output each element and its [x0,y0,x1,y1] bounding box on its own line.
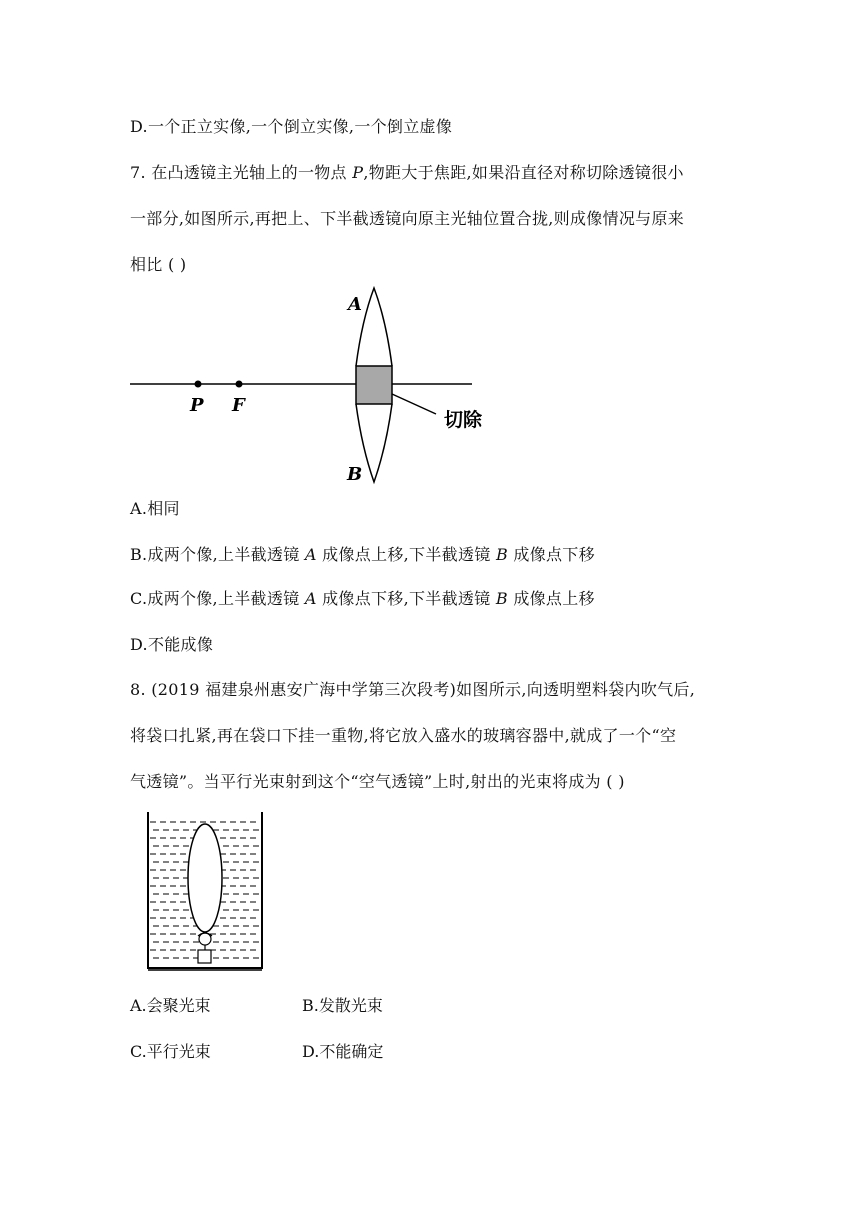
q8-stem-line-3: 气透镜”。当平行光束射到这个“空气透镜”上时,射出的光束将成为 ( ) [130,772,625,791]
q8-option-c: C.平行光束 [130,1042,211,1061]
bag-knot [199,933,211,945]
q6-option-d: D.一个正立实像,一个倒立实像,一个倒立虚像 [130,117,453,136]
q7-option-c-lens-a: A [304,589,317,608]
q7-point-p-symbol: P [352,163,364,182]
weight [198,950,211,963]
q8-stem-line-1: 8. (2019 福建泉州惠安广海中学第三次段考)如图所示,向透明塑料袋内吹气后, [130,680,696,699]
q8-option-b: B.发散光束 [302,996,383,1015]
q8-stem-line-2: 将袋口扎紧,再在袋口下挂一重物,将它放入盛水的玻璃容器中,就成了一个“空 [130,726,677,745]
label-p: P [190,395,204,416]
point-f-dot [236,381,243,388]
q7-stem-line-3: 相比 ( ) [130,255,187,274]
q7-lens-figure [120,280,500,490]
air-bag [188,824,222,932]
q7-option-c-lens-b: B [495,589,508,608]
q7-stem-text: ,物距大于焦距,如果沿直径对称切除透镜很小 [363,163,684,182]
label-f: F [232,395,245,416]
q7-option-b-text: 成像点上移,下半截透镜 [316,545,496,564]
q8-air-lens-figure [140,808,270,976]
q7-option-b-lens-a: A [304,545,317,564]
label-cut: 切除 [444,409,483,431]
q7-option-c-text: C.成两个像,上半截透镜 [130,589,305,608]
q7-option-b-text: B.成两个像,上半截透镜 [130,545,305,564]
label-b: B [347,464,363,485]
q7-option-a: A.相同 [130,499,180,518]
q7-option-c [130,589,595,609]
q8-option-a: A.会聚光束 [130,996,211,1015]
cut-pointer [392,394,436,414]
q7-option-b-lens-b: B [495,545,509,564]
q7-stem-line-1 [130,163,684,183]
label-a: A [348,294,362,315]
q8-option-d: D.不能确定 [302,1042,384,1061]
removed-section [356,366,392,404]
q7-option-b-text: 成像点下移 [508,545,595,564]
q7-option-c-text: 成像点下移,下半截透镜 [316,589,496,608]
point-p-dot [195,381,202,388]
q7-option-c-text: 成像点上移 [507,589,595,608]
q7-stem-line-2: 一部分,如图所示,再把上、下半截透镜向原主光轴位置合拢,则成像情况与原来 [130,209,685,228]
q7-stem-text: 7. 在凸透镜主光轴上的一物点 [130,163,353,182]
q7-option-d: D.不能成像 [130,635,214,654]
q7-option-b [130,545,595,565]
